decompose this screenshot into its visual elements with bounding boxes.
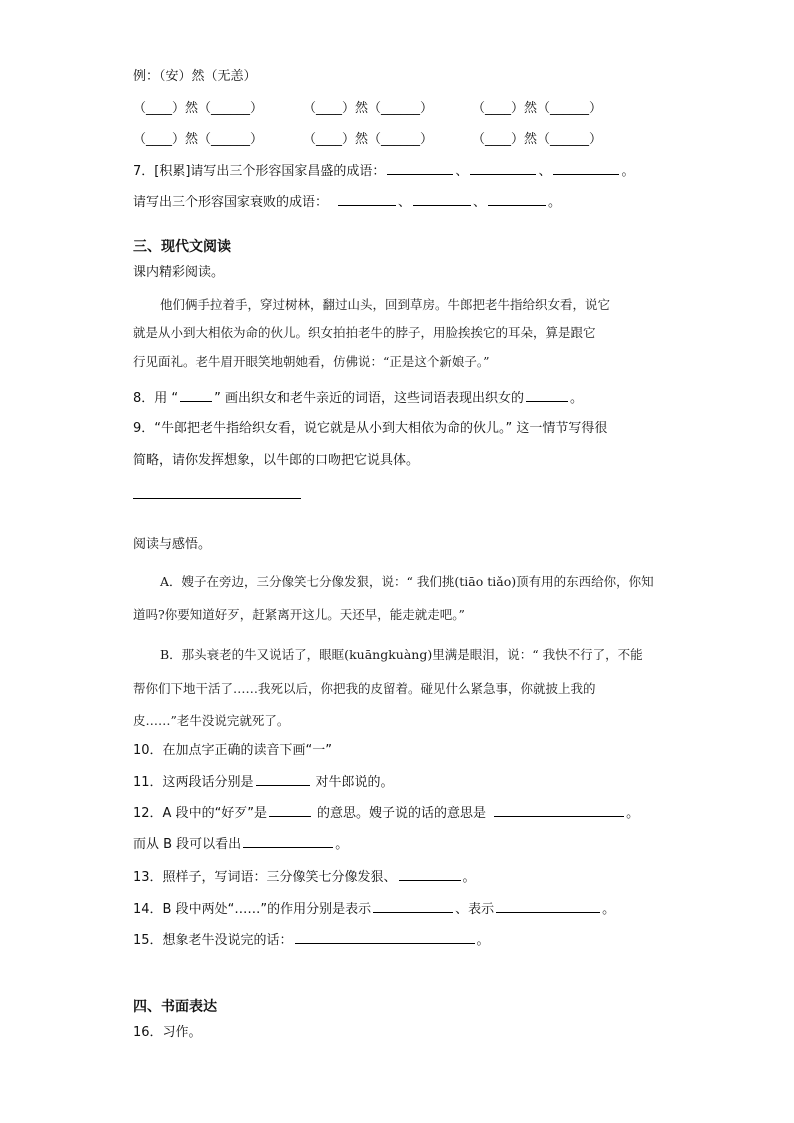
answer-blank[interactable]	[256, 773, 310, 786]
passage-b-line: 皮……”老牛没说完就死了。	[133, 713, 290, 728]
question-7b: 请写出三个形容国家衰败的成语： 、 、 。	[133, 195, 562, 210]
section-title: 四、书面表达	[133, 999, 217, 1015]
section-subtitle: 课内精彩阅读。	[133, 265, 225, 280]
answer-blank[interactable]	[399, 868, 461, 881]
fill-cell: （____）然（______）	[472, 132, 603, 147]
question-9-line: 9．“牛郎把老牛指给织女看，说它就是从小到大相依为命的伙儿。” 这一情节写得很	[133, 421, 608, 436]
passage-line: 就是从小到大相依为命的伙儿。织女拍拍老牛的脖子，用脸挨挨它的耳朵，算是跟它	[133, 325, 596, 340]
question-7: 7．[积累]请写出三个形容国家昌盛的成语： 、 、 。	[133, 164, 635, 179]
underline-sample	[180, 389, 212, 402]
answer-blank[interactable]	[494, 804, 624, 817]
q7-prompt: 7．[积累]请写出三个形容国家昌盛的成语：	[133, 164, 386, 179]
question-9-line: 简略，请你发挥想象，以牛郎的口吻把它说具体。	[133, 453, 420, 468]
question-8: 8．用 “ ” 画出织女和老牛亲近的词语，这些词语表现出织女的 。	[133, 391, 584, 406]
answer-blank[interactable]	[373, 900, 453, 913]
answer-blank[interactable]	[243, 835, 333, 848]
answer-blank[interactable]	[269, 804, 311, 817]
fill-cell: （____）然（______）	[303, 132, 434, 147]
fill-cell: （____）然（______）	[303, 101, 434, 116]
question-16: 16．习作。	[133, 1025, 202, 1040]
question-11: 11．这两段话分别是 对牛郎说的。	[133, 775, 394, 790]
answer-blank[interactable]	[295, 931, 475, 944]
question-13: 13．照样子，写词语：三分像笑七分像发狠、 。	[133, 870, 476, 885]
answer-blank[interactable]	[338, 193, 396, 206]
question-12b: 而从 B 段可以看出 。	[133, 837, 349, 852]
passage-line: 他们俩手拉着手，穿过树林，翻过山头，回到草房。牛郎把老牛指给织女看，说它	[160, 297, 611, 312]
passage-b-line: 帮你们下地干活了……我死以后，你把我的皮留着。碰见什么紧急事，你就披上我的	[133, 681, 596, 696]
q7b-prompt: 请写出三个形容国家衰败的成语：	[133, 195, 329, 210]
answer-line[interactable]	[133, 498, 301, 499]
answer-blank[interactable]	[553, 162, 619, 175]
answer-blank[interactable]	[488, 193, 546, 206]
question-15: 15．想象老牛没说完的话： 。	[133, 933, 490, 948]
question-14: 14．B 段中两处“……”的作用分别是表示 、表示 。	[133, 902, 616, 917]
section-title: 三、现代文阅读	[133, 239, 231, 255]
answer-blank[interactable]	[496, 900, 600, 913]
passage-line: 行见面礼。老牛眉开眼笑地朝她看，仿佛说：“正是这个新娘子。”	[133, 354, 490, 369]
passage-a-line: 道吗?你要知道好歹，赶紧离开这儿。天还早，能走就走吧。”	[133, 607, 465, 622]
question-12: 12．A 段中的“好歹”是 的意思。嫂子说的话的意思是 。	[133, 806, 640, 821]
answer-blank[interactable]	[387, 162, 453, 175]
example-line: 例：（安）然（无恙）	[133, 69, 257, 84]
answer-blank[interactable]	[470, 162, 536, 175]
answer-blank[interactable]	[413, 193, 471, 206]
reading-label: 阅读与感悟。	[133, 537, 212, 552]
passage-a-line: A．嫂子在旁边，三分像笑七分像发狠，说：“ 我们挑(tiāo tiǎo)顶有用的东西给你，你知	[160, 574, 654, 589]
answer-blank[interactable]	[526, 389, 568, 402]
question-10: 10．在加点字正确的读音下画“一”	[133, 743, 333, 758]
passage-b-line: B．那头衰老的牛又说话了，眼眶(kuāngkuàng)里满是眼泪，说：“ 我快不行了，不能	[160, 647, 643, 662]
fill-cell: （____）然（______）	[472, 101, 603, 116]
fill-cell: （____）然（______）	[133, 132, 264, 147]
fill-cell: （____）然（______）	[133, 101, 264, 116]
